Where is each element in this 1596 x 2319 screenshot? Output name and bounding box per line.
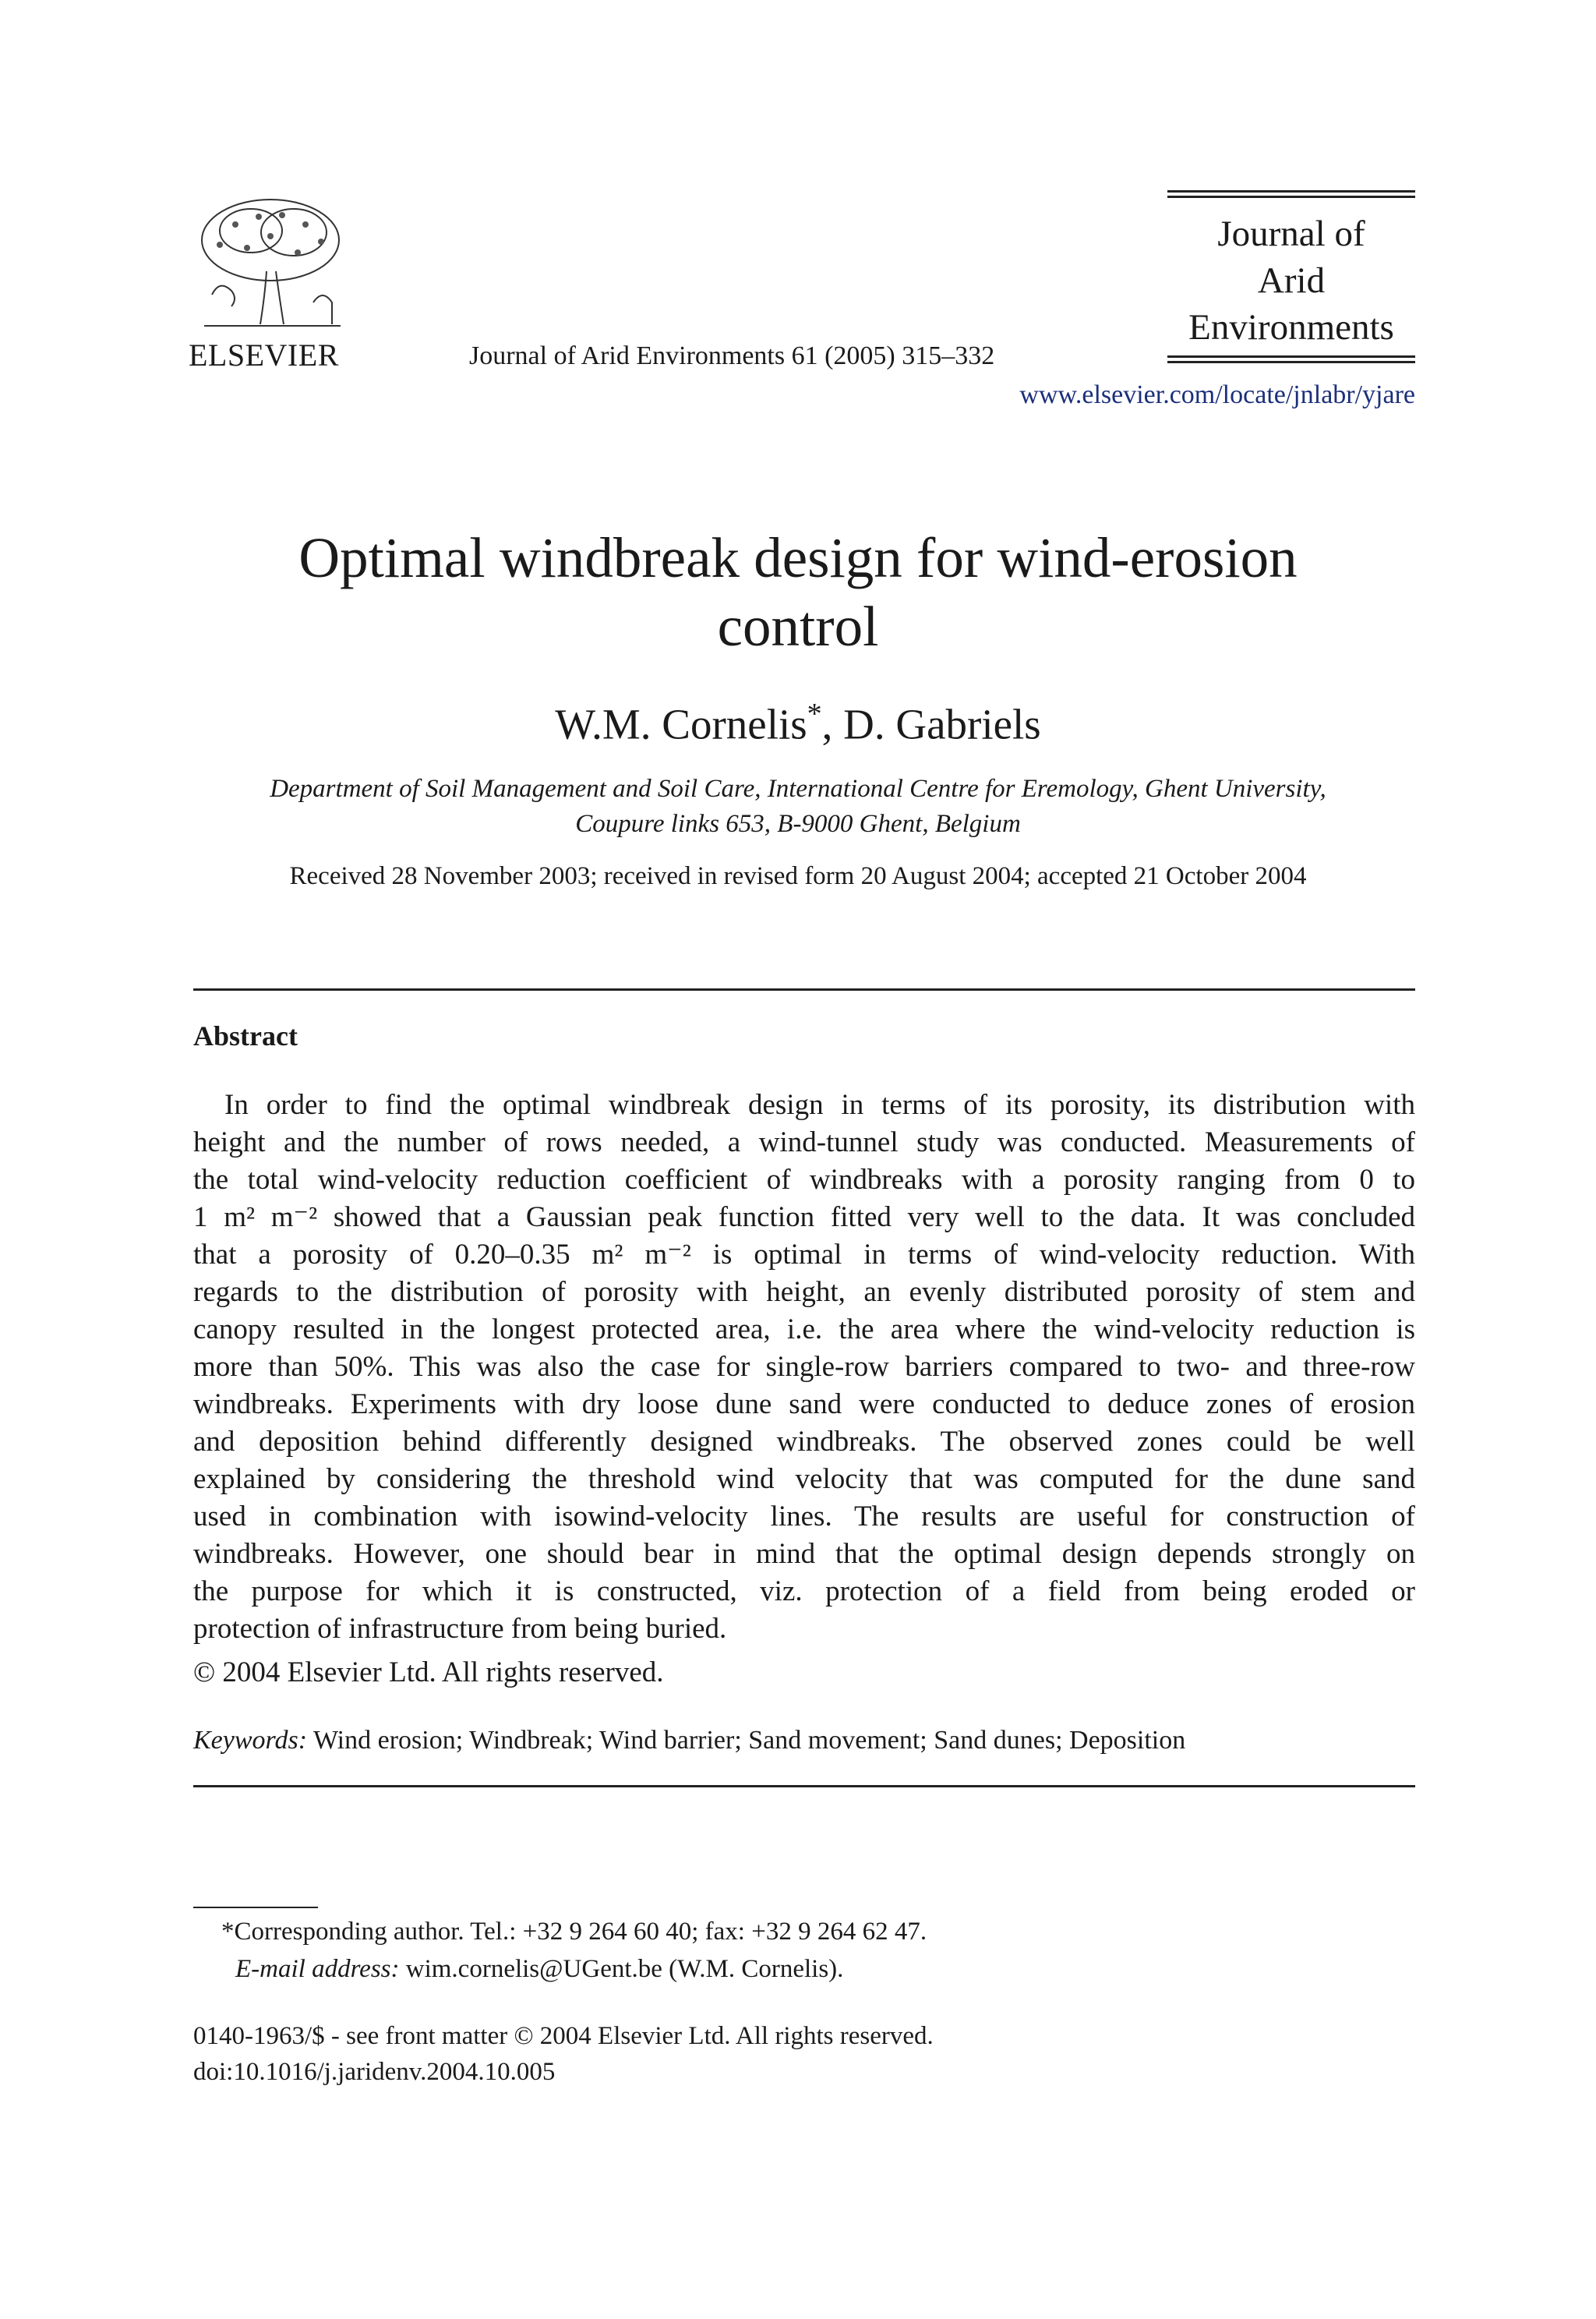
abstract-line: and deposition behind differently designed windbreaks. The observed zones could be well [193, 1426, 1415, 1458]
abstract-line: used in combination with isowind-velocity lines. The results are useful for construction of [193, 1501, 1415, 1532]
journal-title [1167, 198, 1415, 355]
abstract-line: the purpose for which it is constructed, viz. protection of a field from being eroded or [193, 1575, 1415, 1607]
email-label: E-mail address: [235, 1955, 400, 1983]
abstract-line: explained by considering the threshold wind velocity that was computed for the dune sand [193, 1463, 1415, 1495]
issn-line: 0140-1963/$ - see front matter © 2004 Elsevier Ltd. All rights reserved. [193, 2022, 934, 2050]
abstract-line: more than 50%. This was also the case for single-row barriers compared to two- and three-row [193, 1351, 1415, 1383]
abstract-line: In order to find the optimal windbreak design in terms of its porosity, its distribution with [224, 1089, 1415, 1121]
journal-title-bottom-rule [1167, 355, 1415, 363]
affiliation [0, 772, 1596, 842]
abstract-line: the total wind-velocity reduction coefficient of windbreaks with a porosity ranging from 0 to [193, 1164, 1415, 1196]
abstract-line: regards to the distribution of porosity with height, an evenly distributed porosity of stem and [193, 1276, 1415, 1308]
article-history-dates: Received 28 November 2003; received in revised form 20 August 2004; accepted 21 October 2004 [289, 862, 1307, 890]
abstract-line: protection of infrastructure from being buried. [193, 1613, 727, 1645]
journal-title-box [1167, 190, 1415, 363]
keywords-label: Keywords: [193, 1726, 308, 1755]
abstract-body [193, 1087, 1415, 1648]
abstract-bottom-rule [193, 1785, 1415, 1787]
email-footnote [235, 1955, 843, 1984]
email-address[interactable]: wim.cornelis@UGent.be (W.M. Cornelis). [399, 1955, 844, 1983]
journal-title-line: Arid [1257, 260, 1326, 301]
journal-title-line: Environments [1188, 307, 1394, 348]
abstract-top-rule [193, 988, 1415, 991]
abstract-line: windbreaks. However, one should bear in mind that the optimal design depends strongly on [193, 1538, 1415, 1570]
doi-link[interactable]: doi:10.1016/j.jaridenv.2004.10.005 [193, 2058, 556, 2086]
abstract-line: canopy resulted in the longest protected area, i.e. the area where the wind-velocity reduction is [193, 1313, 1415, 1345]
keywords-list: Wind erosion; Windbreak; Wind barrier; Sand movement; Sand dunes; Deposition [307, 1726, 1186, 1755]
journal-title-top-rule [1167, 190, 1415, 198]
corresponding-author-footnote: *Corresponding author. Tel.: +32 9 264 60 40; fax: +32 9 264 62 47. [221, 1918, 927, 1946]
journal-citation: Journal of Arid Environments 61 (2005) 315–332 [469, 341, 995, 370]
article-title [0, 524, 1596, 661]
abstract-heading: Abstract [193, 1020, 298, 1052]
abstract-line: 1 m² m⁻² showed that a Gaussian peak function fitted very well to the data. It was concluded [193, 1201, 1415, 1233]
author-separator: , [821, 700, 844, 748]
footnote-rule [193, 1907, 318, 1908]
copyright-notice: © 2004 Elsevier Ltd. All rights reserved. [193, 1656, 664, 1688]
abstract-line: that a porosity of 0.20–0.35 m² m⁻² is optimal in terms of wind-velocity reduction. With [193, 1239, 1415, 1271]
journal-url-link[interactable]: www.elsevier.com/locate/jnlabr/yjare [1019, 380, 1415, 409]
keywords [193, 1726, 1185, 1755]
publisher-name: ELSEVIER [189, 338, 339, 373]
abstract-line: height and the number of rows needed, a wind-tunnel study was conducted. Measurements of [193, 1126, 1415, 1158]
article-title-line: control [717, 595, 879, 658]
article-title-line: Optimal windbreak design for wind-erosion [298, 526, 1298, 589]
affiliation-line: Department of Soil Management and Soil Care, International Centre for Eremology, Ghent University, [270, 775, 1326, 803]
affiliation-line: Coupure links 653, B-9000 Ghent, Belgium [575, 810, 1021, 838]
author-name: D. Gabriels [843, 700, 1041, 748]
author-name: W.M. Cornelis [555, 700, 807, 748]
abstract-line: windbreaks. Experiments with dry loose dune sand were conducted to deduce zones of erosion [193, 1388, 1415, 1420]
journal-title-line: Journal of [1217, 214, 1365, 254]
corresponding-author-marker[interactable]: * [807, 698, 822, 730]
author-list [0, 697, 1596, 748]
